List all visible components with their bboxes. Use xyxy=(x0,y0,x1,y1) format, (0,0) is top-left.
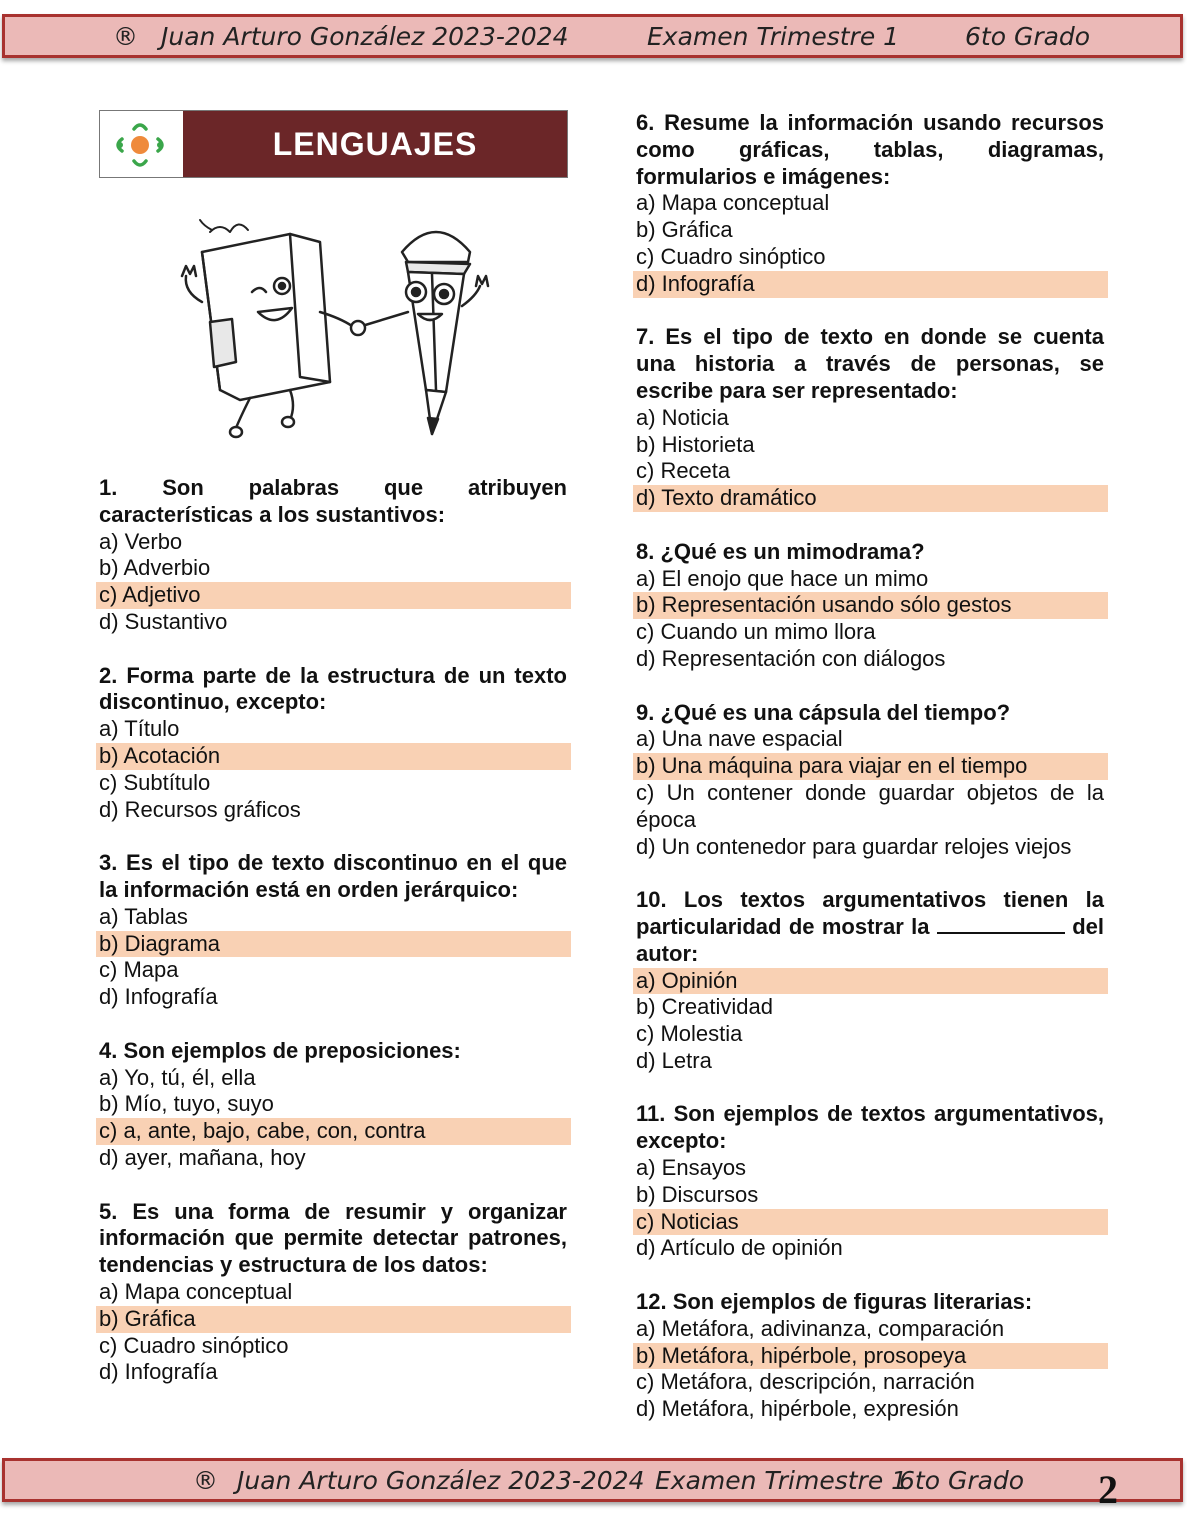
option-c: c) Metáfora, descripción, narración xyxy=(636,1369,975,1395)
question-7 xyxy=(636,324,1104,512)
option-c: c) Cuadro sinóptico xyxy=(636,243,826,269)
question-text: 12. Son ejemplos de figuras literarias: xyxy=(636,1289,1033,1315)
option-b: b) Historieta xyxy=(636,431,755,457)
book-pencil-illustration xyxy=(170,212,500,442)
header-grade: 6to Grado xyxy=(965,22,1091,51)
option-c: c) Molestia xyxy=(636,1021,743,1047)
option-b-answer: b) Metáfora, hipérbole, prosopeya xyxy=(633,1343,1108,1370)
question-1 xyxy=(99,475,567,636)
answer-blank xyxy=(937,914,1065,934)
option-d: d) ayer, mañana, hoy xyxy=(99,1144,306,1170)
question-text xyxy=(636,887,1104,967)
question-text: 6. Resume la información usando recursos como gráficas, tablas, diagramas, formularios e imágenes: xyxy=(636,110,1104,189)
option-d: d) Un contenedor para guardar relojes viejos xyxy=(636,833,1072,859)
right-column xyxy=(636,110,1104,1450)
option-b: b) Mío, tuyo, suyo xyxy=(99,1091,274,1117)
question-text: 7. Es el tipo de texto en donde se cuenta una historia a través de personas, se escribe para ser representado: xyxy=(636,324,1104,403)
option-c: c) Cuadro sinóptico xyxy=(99,1332,289,1358)
header-band xyxy=(2,14,1183,58)
option-b-answer: b) Representación usando sólo gestos xyxy=(633,592,1108,619)
question-text: 9. ¿Qué es una cápsula del tiempo? xyxy=(636,699,1011,725)
option-d-answer: d) Texto dramático xyxy=(633,485,1108,512)
option-b: b) Gráfica xyxy=(636,217,733,243)
footer-author-year: Juan Arturo González 2023-2024 xyxy=(237,1466,645,1495)
header-copyright: ® xyxy=(113,22,138,51)
option-b: b) Discursos xyxy=(636,1181,759,1207)
question-text: 1. Son palabras que atribuyen características a los sustantivos: xyxy=(99,475,567,527)
footer-exam: Examen Trimestre 1 xyxy=(655,1466,908,1495)
footer-grade: 6to Grado xyxy=(899,1466,1025,1495)
option-a: a) Ensayos xyxy=(636,1155,747,1181)
question-text-before: 10. Los textos argumentativos tienen la particularidad de mostrar la xyxy=(636,887,1104,939)
question-3 xyxy=(99,850,567,1011)
question-9 xyxy=(636,700,1104,861)
footer-copyright: ® xyxy=(193,1466,218,1495)
option-d: d) Representación con diálogos xyxy=(636,645,946,671)
question-10 xyxy=(636,887,1104,1075)
option-c-answer: c) Noticias xyxy=(633,1209,1108,1236)
section-title: LENGUAJES xyxy=(183,111,567,177)
question-8 xyxy=(636,539,1104,673)
question-6 xyxy=(636,110,1104,298)
header-author-year: Juan Arturo González 2023-2024 xyxy=(161,22,569,51)
section-title-box xyxy=(99,110,568,178)
question-text: 5. Es una forma de resumir y organizar información que permite detectar patrones, tendencias y estructura de los datos: xyxy=(99,1198,567,1278)
question-11 xyxy=(636,1101,1104,1262)
option-a-answer: a) Opinión xyxy=(633,968,1108,995)
left-column xyxy=(99,475,567,1413)
option-d: d) Sustantivo xyxy=(99,608,228,634)
option-c: c) Receta xyxy=(636,458,731,484)
question-5 xyxy=(99,1199,567,1387)
option-b: b) Adverbio xyxy=(99,555,211,581)
option-d-answer: d) Infografía xyxy=(633,271,1108,298)
question-12 xyxy=(636,1289,1104,1423)
option-c: c) Un contener donde guardar objetos de la época xyxy=(636,779,1104,832)
option-a: a) Mapa conceptual xyxy=(99,1278,293,1304)
question-text-after: del autor: xyxy=(636,913,1104,966)
option-a: a) El enojo que hace un mimo xyxy=(636,565,929,591)
question-4 xyxy=(99,1038,567,1172)
option-a: a) Título xyxy=(99,716,180,742)
option-d: d) Recursos gráficos xyxy=(99,796,301,822)
option-a: a) Tablas xyxy=(99,903,188,929)
option-c-answer: c) a, ante, bajo, cabe, con, contra xyxy=(96,1118,571,1145)
option-d: d) Artículo de opinión xyxy=(636,1235,843,1261)
option-b-answer: b) Acotación xyxy=(96,743,571,770)
option-b-answer: b) Diagrama xyxy=(96,931,571,958)
option-b-answer: b) Gráfica xyxy=(96,1306,571,1333)
page-number: 2 xyxy=(1098,1467,1118,1512)
option-d: d) Infografía xyxy=(99,1359,218,1385)
question-text: 11. Son ejemplos de textos argumentativos, excepto: xyxy=(636,1101,1104,1154)
option-c: c) Mapa xyxy=(99,957,179,983)
option-a: a) Verbo xyxy=(99,528,183,554)
option-c: c) Subtítulo xyxy=(99,769,211,795)
header-exam: Examen Trimestre 1 xyxy=(647,22,900,51)
question-2 xyxy=(99,663,567,824)
option-a: a) Una nave espacial xyxy=(636,726,843,752)
option-b-answer: b) Una máquina para viajar en el tiempo xyxy=(633,753,1108,780)
option-a: a) Mapa conceptual xyxy=(636,190,830,216)
question-text: 4. Son ejemplos de preposiciones: xyxy=(99,1037,461,1063)
subject-logo-icon xyxy=(100,111,182,177)
option-a: a) Metáfora, adivinanza, comparación xyxy=(636,1315,1005,1341)
option-c-answer: c) Adjetivo xyxy=(96,582,571,609)
option-d: d) Infografía xyxy=(99,984,218,1010)
option-a: a) Noticia xyxy=(636,404,729,430)
footer-band xyxy=(2,1458,1183,1512)
option-d: d) Letra xyxy=(636,1047,712,1073)
question-text: 8. ¿Qué es un mimodrama? xyxy=(636,538,925,564)
question-text: 2. Forma parte de la estructura de un texto discontinuo, excepto: xyxy=(99,662,567,715)
option-d: d) Metáfora, hipérbole, expresión xyxy=(636,1396,959,1422)
question-text: 3. Es el tipo de texto discontinuo en el que la información está en orden jerárquico: xyxy=(99,850,567,902)
option-a: a) Yo, tú, él, ella xyxy=(99,1064,256,1090)
option-c: c) Cuando un mimo llora xyxy=(636,619,876,645)
option-b: b) Creatividad xyxy=(636,994,773,1020)
